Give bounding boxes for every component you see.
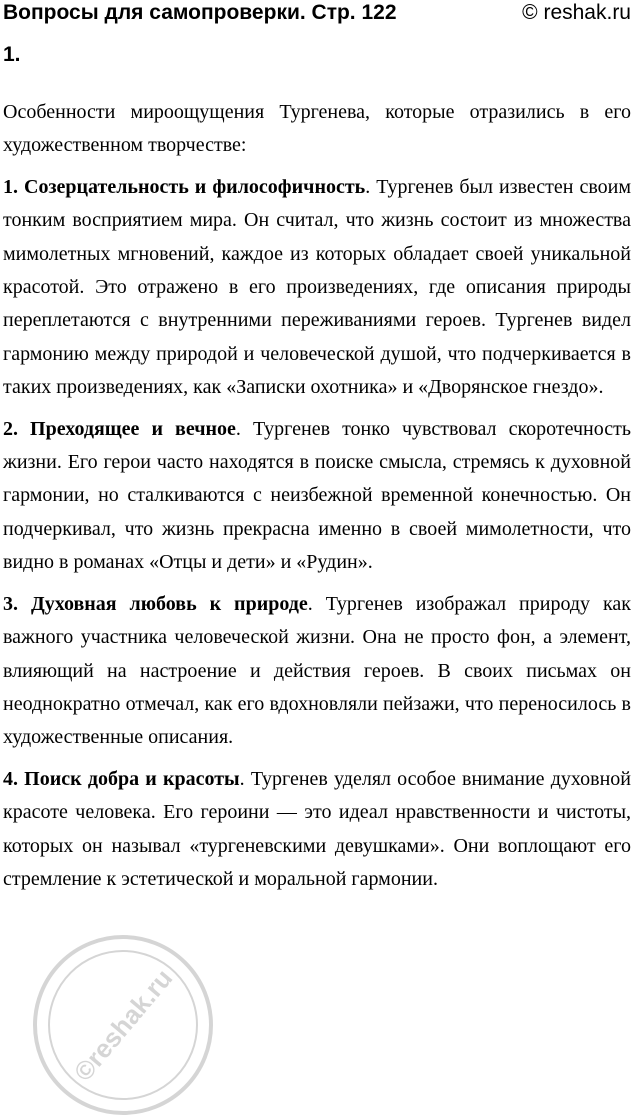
reshak-watermark-seal xyxy=(28,930,218,1120)
point-paragraph-1 xyxy=(3,171,631,405)
point-heading-4: 4. Поиск добра и красоты xyxy=(3,767,240,790)
page-title: Вопросы для самопроверки. Стр. 122 xyxy=(3,1,397,24)
point-heading-1: 1. Созерцательность и философичность xyxy=(3,175,366,198)
answer-content xyxy=(3,40,631,904)
point-text-4: . Тургенев уделял особое внимание духовной красоте человека. Его героини — это идеал нравственности и чистоты, которых он называл «тургеневскими девушками». Они воплощают его стремление к эстетической и моральной гармонии. xyxy=(3,767,631,890)
point-paragraph-4 xyxy=(3,763,631,897)
point-heading-2: 2. Преходящее и вечное xyxy=(3,417,236,440)
point-text-3: . Тургенев изображал природу как важного участника человеческой жизни. Она не просто фон, а элемент, влияющий на настроение и действия героев. В своих письмах он неоднократно отмечал, как его вдохновляли пейзажи, что переносилось в художественные описания. xyxy=(3,592,631,749)
page-header xyxy=(3,0,631,30)
point-text-2: . Тургенев тонко чувствовал скоротечность жизни. Его герои часто находятся в поиске смысла, стремясь к духовной гармонии, но сталкиваются с неизбежной временной конечностью. Он подчеркивал, что жизнь прекрасна именно в своей мимолетности, что видно в романах «Отцы и дети» и «Рудин». xyxy=(3,417,631,574)
point-paragraph-2 xyxy=(3,413,631,580)
question-number: 1. xyxy=(3,43,21,66)
point-paragraph-3 xyxy=(3,588,631,755)
point-text-1: . Тургенев был известен своим тонким восприятием мира. Он считал, что жизнь состоит из множества мимолетных мгновений, каждое из которых обладает своей уникальной красотой. Это отражено в его произведениях, где описания природы переплетаются с внутренними переживаниями героев. Тургенев видел гармонию между природой и человеческой душой, что подчеркивается в таких произведениях, как «Записки охотника» и «Дворянское гнездо». xyxy=(3,175,631,399)
point-heading-3: 3. Духовная любовь к природе xyxy=(3,592,308,615)
site-credit: © reshak.ru xyxy=(522,1,631,24)
watermark-text: ©reshak.ru xyxy=(67,963,179,1087)
intro-paragraph: Особенности мироощущения Тургенева, которые отразились в его художественном творчестве: xyxy=(3,101,631,157)
